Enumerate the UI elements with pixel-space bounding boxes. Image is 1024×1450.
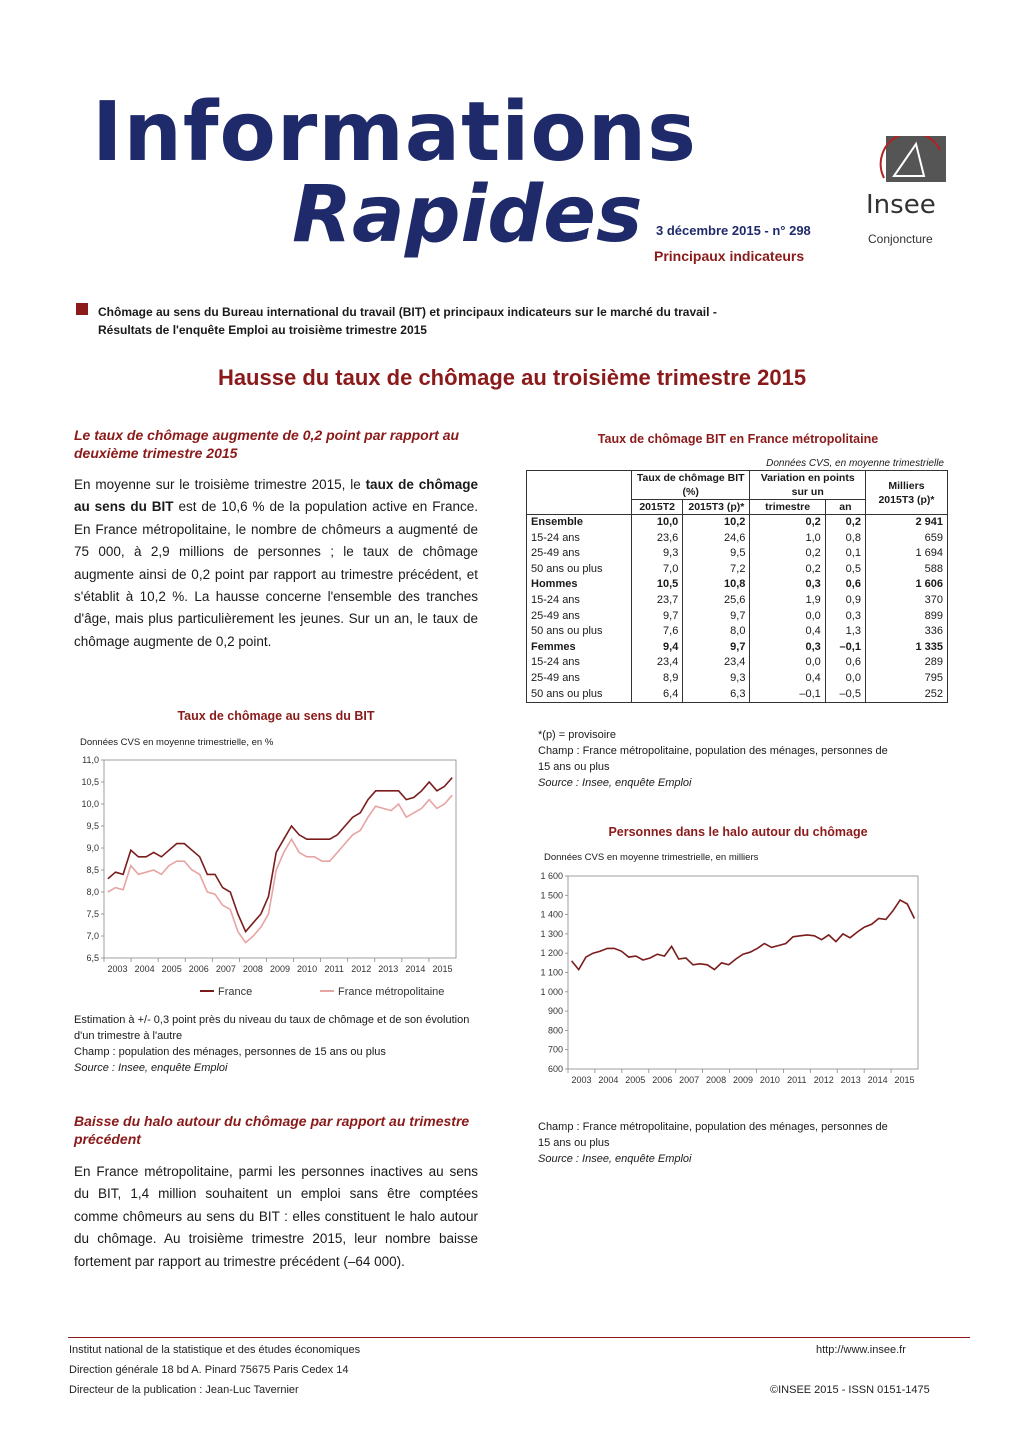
unemployment-table	[526, 470, 948, 703]
chart1-note-source: Source : Insee, enquête Emploi	[74, 1062, 228, 1074]
table-title: Taux de chômage BIT en France métropolitaine	[597, 432, 879, 446]
chart2-plot	[528, 866, 928, 1096]
table-cell: 6,4	[632, 687, 683, 703]
table-cell: 1,0	[750, 531, 825, 547]
x-tick-label: 2007	[679, 1075, 700, 1085]
x-tick-label: 2013	[378, 964, 399, 974]
table-cell: 9,7	[683, 609, 750, 625]
table-cell: 8,9	[632, 671, 683, 687]
table-row	[527, 640, 948, 656]
table-cell: 1 335	[865, 640, 947, 656]
table-row-label: 15-24 ans	[527, 531, 632, 547]
footer-institute: Institut national de la statistique et des études économiques	[69, 1344, 361, 1356]
x-tick-label: 2010	[297, 964, 318, 974]
table-cell: 0,3	[750, 577, 825, 593]
table-cell: 9,4	[632, 640, 683, 656]
masthead-title: Informations	[92, 85, 697, 180]
table-cell: 24,6	[683, 531, 750, 547]
section1-paragraph	[74, 474, 478, 653]
x-tick-label: 2012	[351, 964, 372, 974]
footer-divider	[68, 1337, 970, 1338]
y-tick-label: 10,0	[81, 799, 99, 809]
masthead-subtitle: Rapides	[292, 170, 643, 260]
footer-director: Directeur de la publication : Jean-Luc Tavernier	[69, 1384, 299, 1396]
y-tick-label: 7,5	[86, 909, 99, 919]
table-cell: 659	[865, 531, 947, 547]
table-cell: 0,6	[825, 577, 865, 593]
table-cell: 370	[865, 593, 947, 609]
intro-line-1: Chômage au sens du Bureau international du travail (BIT) et principaux indicateurs sur le marché du travail -	[98, 305, 717, 319]
table-cell: 1 606	[865, 577, 947, 593]
table-cell: 10,8	[683, 577, 750, 593]
section1-text-a: En moyenne sur le troisième trimestre 2015, le	[74, 477, 366, 492]
table-row	[527, 609, 948, 625]
table-note-provisional: *(p) = provisoire	[538, 729, 616, 741]
table-cell: 8,0	[683, 624, 750, 640]
x-tick-label: 2009	[732, 1075, 754, 1085]
y-tick-label: 9,0	[86, 843, 99, 853]
table-row	[527, 655, 948, 671]
section2-title: Baisse du halo autour du chômage par rapport au trimestre précédent	[74, 1113, 470, 1147]
y-tick-label: 1 500	[540, 890, 563, 901]
legend-label: France métropolitaine	[338, 986, 445, 998]
category-label: Principaux indicateurs	[654, 248, 805, 264]
table-header-variation: Variation en points sur un	[750, 471, 866, 500]
x-tick-label: 2003	[107, 964, 128, 974]
table-cell: 0,0	[825, 671, 865, 687]
table-row-label: Hommes	[527, 577, 632, 593]
table-row	[527, 671, 948, 687]
table-cell: 23,6	[632, 531, 683, 547]
y-tick-label: 9,5	[86, 821, 99, 831]
y-tick-label: 11,0	[82, 755, 99, 765]
logo-tag: Conjoncture	[868, 232, 933, 246]
table-cell: 9,3	[683, 671, 750, 687]
table-row	[527, 593, 948, 609]
x-tick-label: 2010	[759, 1075, 780, 1085]
bullet-square-icon	[76, 303, 88, 315]
table-header-blank	[527, 471, 632, 515]
table-cell: 0,3	[825, 609, 865, 625]
table-cell: 1,3	[825, 624, 865, 640]
section2-paragraph: En France métropolitaine, parmi les personnes inactives au sens du BIT, 1,4 million souhaitent un emploi sans être comptées comme chômeurs au sens du BIT : elles constituent le halo autour du chômage. Au troisième trimestre 2015, leur nombre baisse fortement par rapport au trimestre précédent (–64 000).	[74, 1164, 478, 1269]
intro-text	[98, 303, 918, 339]
table-cell: 0,8	[825, 531, 865, 547]
table-row-label: 15-24 ans	[527, 593, 632, 609]
table-cell: –0,5	[825, 687, 865, 703]
table-row	[527, 562, 948, 578]
table-row-label: 25-49 ans	[527, 671, 632, 687]
chart1-subtitle: Données CVS en moyenne trimestrielle, en %	[80, 737, 274, 748]
x-tick-label: 2012	[813, 1075, 834, 1085]
table-cell: 2 941	[865, 515, 947, 531]
table-row-label: 25-49 ans	[527, 609, 632, 625]
table-cell: –0,1	[825, 640, 865, 656]
table-cell: 9,7	[632, 609, 683, 625]
table-cell: 0,6	[825, 655, 865, 671]
footer-copyright: ©INSEE 2015 - ISSN 0151-1475	[770, 1384, 930, 1396]
table-cell: 10,5	[632, 577, 683, 593]
y-tick-label: 8,5	[86, 865, 99, 875]
table-cell: 336	[865, 624, 947, 640]
chart1-title: Taux de chômage au sens du BIT	[177, 709, 375, 723]
table-cell: 899	[865, 609, 947, 625]
table-row-label: 15-24 ans	[527, 655, 632, 671]
chart2-note-source: Source : Insee, enquête Emploi	[538, 1153, 692, 1165]
logo-word: Insee	[866, 190, 936, 220]
table-cell: 23,4	[632, 655, 683, 671]
table-cell: 9,3	[632, 546, 683, 562]
table-row-label: 50 ans ou plus	[527, 687, 632, 703]
chart2-subtitle: Données CVS en moyenne trimestrielle, en milliers	[544, 852, 759, 863]
x-tick-label: 2015	[894, 1075, 915, 1085]
table-cell: 1 694	[865, 546, 947, 562]
intro-line-2: Résultats de l'enquête Emploi au troisième trimestre 2015	[98, 323, 427, 337]
issue-date: 3 décembre 2015 - n° 298	[656, 223, 811, 238]
x-tick-label: 2003	[571, 1075, 592, 1085]
table-row	[527, 515, 948, 531]
footer-url-link[interactable]: http://www.insee.fr	[816, 1344, 906, 1356]
table-row	[527, 546, 948, 562]
table-row-label: Ensemble	[527, 515, 632, 531]
table-cell: 0,4	[750, 624, 825, 640]
table-header-rate: Taux de chômage BIT (%)	[632, 471, 750, 500]
table-header-thousands: Milliers 2015T3 (p)*	[865, 471, 947, 515]
x-tick-label: 2008	[242, 964, 263, 974]
table-cell: 7,6	[632, 624, 683, 640]
table-cell: 9,5	[683, 546, 750, 562]
table-cell: 10,2	[683, 515, 750, 531]
table-row	[527, 577, 948, 593]
series-line	[572, 900, 915, 970]
chart1-note-estimation: Estimation à +/- 0,3 point près du niveau du taux de chômage et de son évolution d'un trimestre à l'autre	[74, 1014, 470, 1042]
table-note-top: Données CVS, en moyenne trimestrielle	[766, 458, 944, 469]
table-cell: 6,3	[683, 687, 750, 703]
table-row-label: 25-49 ans	[527, 546, 632, 562]
table-row-label: 50 ans ou plus	[527, 624, 632, 640]
table-cell: 10,0	[632, 515, 683, 531]
table-cell: 7,2	[683, 562, 750, 578]
plot-frame	[104, 760, 456, 958]
x-tick-label: 2007	[215, 964, 236, 974]
table-cell: 0,2	[750, 546, 825, 562]
table-cell: 0,0	[750, 655, 825, 671]
x-tick-label: 2015	[432, 964, 453, 974]
page-headline: Hausse du taux de chômage au troisième trimestre 2015	[217, 365, 807, 390]
x-tick-label: 2006	[652, 1075, 673, 1085]
series-line	[108, 795, 452, 942]
table-cell: 795	[865, 671, 947, 687]
x-tick-label: 2014	[867, 1075, 888, 1085]
table-cell: 588	[865, 562, 947, 578]
table-cell: 23,4	[683, 655, 750, 671]
table-cell: 0,0	[750, 609, 825, 625]
table-header-2015t3: 2015T3 (p)*	[683, 500, 750, 515]
x-tick-label: 2014	[405, 964, 426, 974]
table-note-source: Source : Insee, enquête Emploi	[538, 777, 692, 789]
y-tick-label: 1 600	[540, 871, 563, 881]
y-tick-label: 600	[547, 1064, 563, 1074]
x-tick-label: 2008	[706, 1075, 727, 1085]
y-tick-label: 1 200	[540, 948, 563, 959]
y-tick-label: 900	[547, 1006, 563, 1017]
table-note-champ: Champ : France métropolitaine, population des ménages, personnes de 15 ans ou plus	[538, 745, 888, 773]
table-cell: 0,3	[750, 640, 825, 656]
y-tick-label: 1 100	[540, 967, 563, 978]
x-tick-label: 2004	[598, 1075, 619, 1085]
chart2-note-champ: Champ : France métropolitaine, population des ménages, personnes de 15 ans ou plus	[538, 1121, 888, 1149]
table-cell: 9,7	[683, 640, 750, 656]
x-tick-label: 2009	[269, 964, 291, 974]
chart1-note-champ: Champ : population des ménages, personnes de 15 ans ou plus	[74, 1046, 386, 1058]
table-cell: 0,2	[750, 515, 825, 531]
table-row	[527, 624, 948, 640]
y-tick-label: 10,5	[81, 777, 99, 787]
table-cell: 252	[865, 687, 947, 703]
y-tick-label: 700	[547, 1044, 563, 1055]
y-tick-label: 1 300	[540, 928, 563, 939]
y-tick-label: 1 400	[540, 909, 563, 920]
section1-title: Le taux de chômage augmente de 0,2 point par rapport au deuxième trimestre 2015	[74, 427, 460, 461]
table-header-2015t2: 2015T2	[632, 500, 683, 515]
table-row-label: Femmes	[527, 640, 632, 656]
x-tick-label: 2013	[840, 1075, 861, 1085]
x-tick-label: 2005	[625, 1075, 646, 1085]
table-cell: 0,4	[750, 671, 825, 687]
table-cell: 0,5	[825, 562, 865, 578]
x-tick-label: 2005	[161, 964, 182, 974]
y-tick-label: 8,0	[86, 887, 99, 897]
y-tick-label: 1 000	[540, 986, 563, 997]
table-cell: 0,2	[825, 515, 865, 531]
y-tick-label: 6,5	[86, 953, 99, 963]
table-cell: 1,9	[750, 593, 825, 609]
chart1-plot	[70, 750, 470, 1000]
table-row	[527, 687, 948, 703]
table-cell: 0,2	[750, 562, 825, 578]
table-header-quarter: trimestre	[750, 500, 825, 515]
table-cell: 0,9	[825, 593, 865, 609]
section1-text-b: est de 10,6 % de la population active en France. En France métropolitaine, le nombre de chômeurs a augmenté de 75 000, à 2,9 millions de personnes ; le taux de chômage augmente ainsi de 0,2 point par rapport au trimestre précédent, et s'établit à 10,2 %. La hausse concerne l'ensemble des tranches d'âge, mais plus particulièrement les jeunes. Sur un an, le taux de chômage augmente de 0,2 point.	[74, 499, 478, 649]
table-cell: 25,6	[683, 593, 750, 609]
table-cell: –0,1	[750, 687, 825, 703]
table-body	[527, 515, 948, 703]
table-row-label: 50 ans ou plus	[527, 562, 632, 578]
table-cell: 289	[865, 655, 947, 671]
x-tick-label: 2006	[188, 964, 209, 974]
table-cell: 23,7	[632, 593, 683, 609]
y-tick-label: 7,0	[86, 931, 99, 941]
series-line	[108, 778, 452, 932]
table-row	[527, 531, 948, 547]
table-cell: 0,1	[825, 546, 865, 562]
x-tick-label: 2011	[787, 1075, 807, 1085]
x-tick-label: 2011	[324, 964, 344, 974]
chart2-title: Personnes dans le halo autour du chômage	[608, 825, 868, 839]
plot-frame	[568, 876, 918, 1069]
y-tick-label: 800	[547, 1025, 563, 1036]
section1-text-bold: taux de chômage au sens du BIT	[74, 477, 479, 515]
legend-label: France	[218, 986, 253, 998]
x-tick-label: 2004	[134, 964, 155, 974]
table-header-year: an	[825, 500, 865, 515]
footer-address: Direction générale 18 bd A. Pinard 75675 Paris Cedex 14	[69, 1364, 349, 1376]
table-cell: 7,0	[632, 562, 683, 578]
